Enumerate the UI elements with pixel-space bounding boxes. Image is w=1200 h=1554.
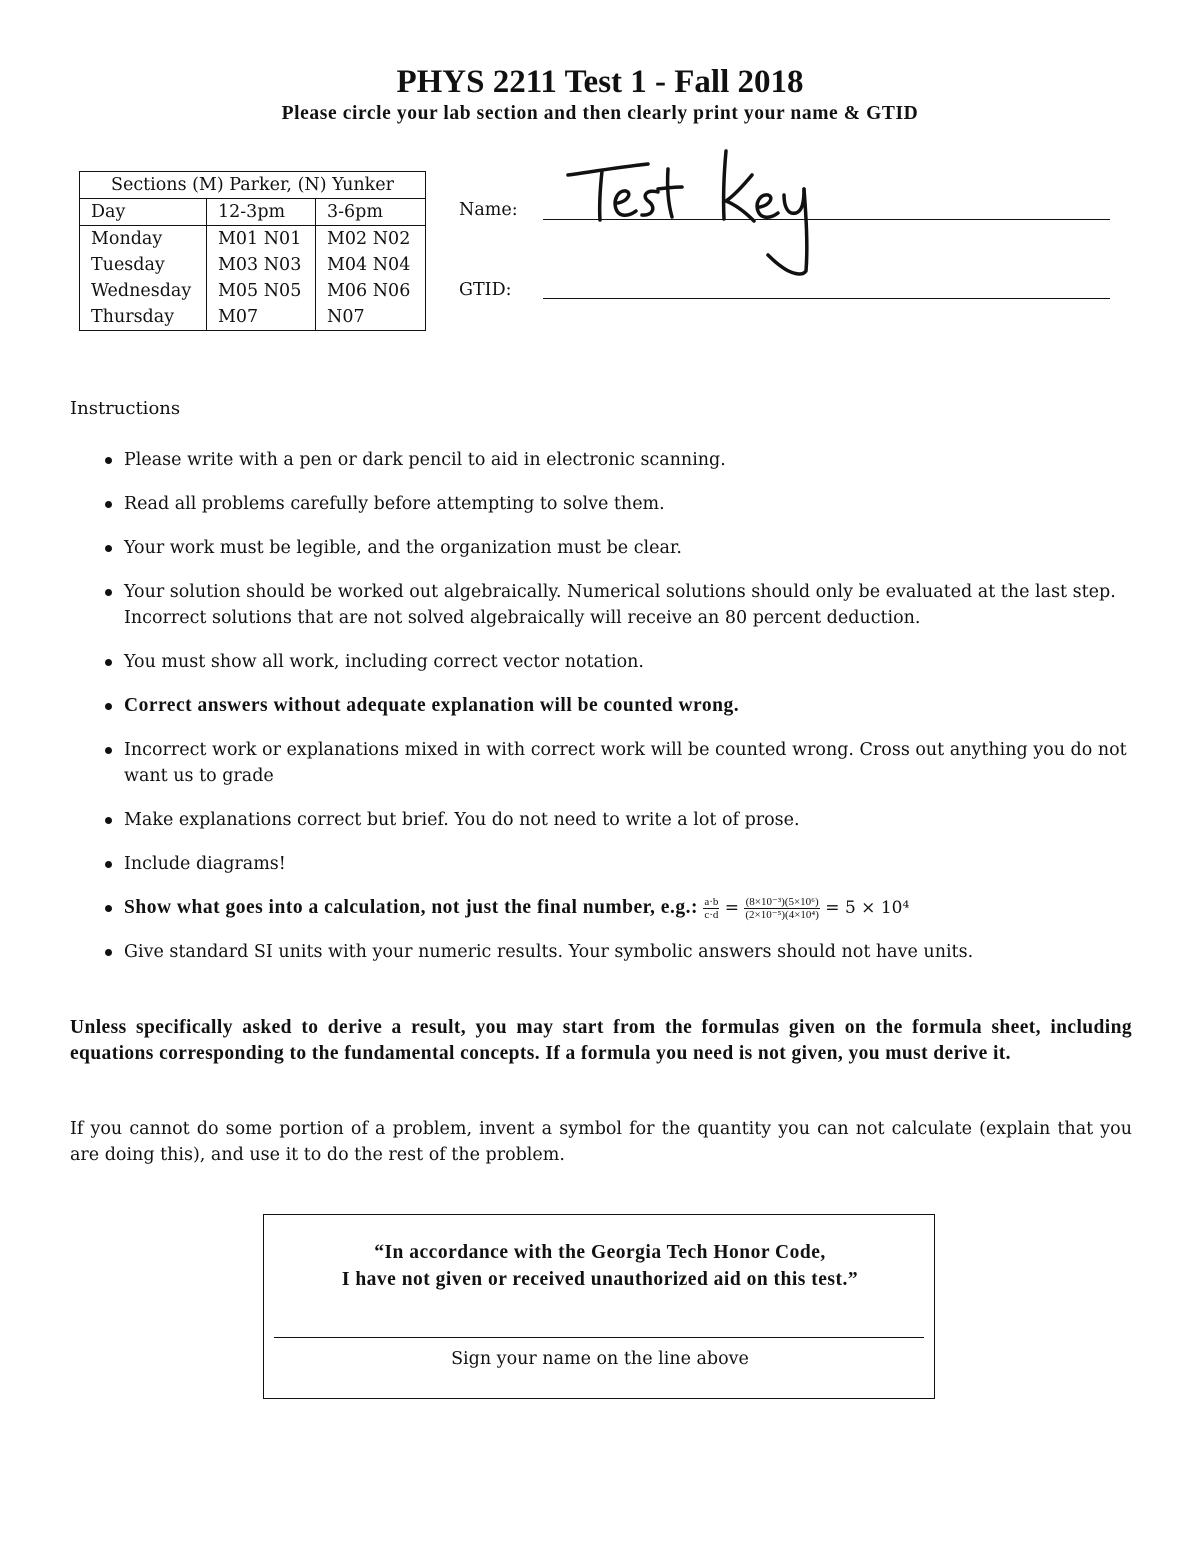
page-subtitle: Please circle your lab section and then clearly print your name & GTID bbox=[281, 103, 919, 124]
gtid-label: GTID: bbox=[459, 280, 512, 300]
table-caption: Sections (M) Parker, (N) Yunker bbox=[80, 172, 426, 199]
day-cell: Thursday bbox=[80, 304, 207, 331]
honor-code-statement-line2: I have not given or received unauthorized aid on this test.” bbox=[341, 1269, 859, 1290]
name-label: Name: bbox=[459, 200, 518, 220]
calculation-instruction: Show what goes into a calculation, not just the final number, e.g.: bbox=[124, 897, 698, 918]
list-item: Your solution should be worked out algebraically. Numerical solutions should only be evaluated at the last step. Incorrect solutions that are not solved algebraically will receive an 80 percent deduction. bbox=[100, 579, 1132, 631]
list-item: Include diagrams! bbox=[100, 851, 1132, 877]
day-cell: Wednesday bbox=[80, 278, 207, 304]
list-item bbox=[100, 895, 1132, 921]
table-row bbox=[80, 278, 426, 304]
day-cell: Tuesday bbox=[80, 252, 207, 278]
list-item: You must show all work, including correct vector notation. bbox=[100, 649, 1132, 675]
list-item: Incorrect work or explanations mixed in with correct work will be counted wrong. Cross out anything you do not want us to grade bbox=[100, 737, 1132, 789]
honor-code-statement-line1: “In accordance with the Georgia Tech Honor Code, bbox=[374, 1242, 826, 1263]
column-header-late: 3-6pm bbox=[316, 199, 426, 226]
table-row bbox=[80, 226, 426, 253]
table-row bbox=[80, 252, 426, 278]
derive-notice: Unless specifically asked to derive a result, you may start from the formulas given on the formula sheet, including equations corresponding to the fundamental concepts. If a formula you need is not given, you must derive it. bbox=[70, 1017, 1132, 1064]
table-header-row bbox=[80, 199, 426, 226]
section-cell[interactable]: M02 N02 bbox=[316, 226, 426, 253]
lab-sections-table bbox=[79, 171, 426, 331]
section-cell[interactable]: M04 N04 bbox=[316, 252, 426, 278]
section-cell[interactable]: M03 N03 bbox=[207, 252, 316, 278]
column-header-early: 12-3pm bbox=[207, 199, 316, 226]
fraction-denominator: (2×10⁻⁵)(4×10⁴) bbox=[745, 909, 819, 922]
equals-sign: = bbox=[724, 898, 739, 918]
example-fraction-numeric bbox=[744, 896, 820, 921]
section-cell[interactable]: M05 N05 bbox=[207, 278, 316, 304]
list-item: Correct answers without adequate explanation will be counted wrong. bbox=[100, 693, 1132, 719]
day-cell: Monday bbox=[80, 226, 207, 253]
example-fraction-symbolic bbox=[703, 896, 719, 921]
fraction-denominator: c·d bbox=[704, 909, 719, 922]
gtid-line[interactable] bbox=[543, 298, 1110, 299]
handwritten-name bbox=[540, 145, 840, 289]
signature-line[interactable] bbox=[274, 1337, 924, 1338]
instructions-heading: Instructions bbox=[70, 398, 181, 419]
fraction-numerator: (8×10⁻³)(5×10⁶) bbox=[745, 896, 819, 909]
honor-code-box bbox=[263, 1214, 935, 1399]
list-item: Your work must be legible, and the organization must be clear. bbox=[100, 535, 1132, 561]
example-result: = 5 × 10⁴ bbox=[825, 898, 910, 918]
list-item: Please write with a pen or dark pencil to aid in electronic scanning. bbox=[100, 447, 1132, 473]
signature-caption: Sign your name on the line above bbox=[451, 1349, 749, 1369]
handwriting-signature bbox=[540, 145, 840, 285]
list-item: Make explanations correct but brief. You do not need to write a lot of prose. bbox=[100, 807, 1132, 833]
section-cell[interactable]: N07 bbox=[316, 304, 426, 331]
list-item: Give standard SI units with your numeric results. Your symbolic answers should not have units. bbox=[100, 939, 1132, 965]
symbol-notice: If you cannot do some portion of a problem, invent a symbol for the quantity you can not calculate (explain that you are doing this), and use it to do the rest of the problem. bbox=[70, 1119, 1132, 1165]
section-cell[interactable]: M01 N01 bbox=[207, 226, 316, 253]
column-header-day: Day bbox=[80, 199, 207, 226]
instruction-list bbox=[100, 447, 1132, 983]
table-row bbox=[80, 304, 426, 331]
list-item: Read all problems carefully before attempting to solve them. bbox=[100, 491, 1132, 517]
section-cell[interactable]: M06 N06 bbox=[316, 278, 426, 304]
page-title: PHYS 2211 Test 1 - Fall 2018 bbox=[396, 64, 804, 100]
section-cell[interactable]: M07 bbox=[207, 304, 316, 331]
fraction-numerator: a·b bbox=[704, 896, 719, 909]
